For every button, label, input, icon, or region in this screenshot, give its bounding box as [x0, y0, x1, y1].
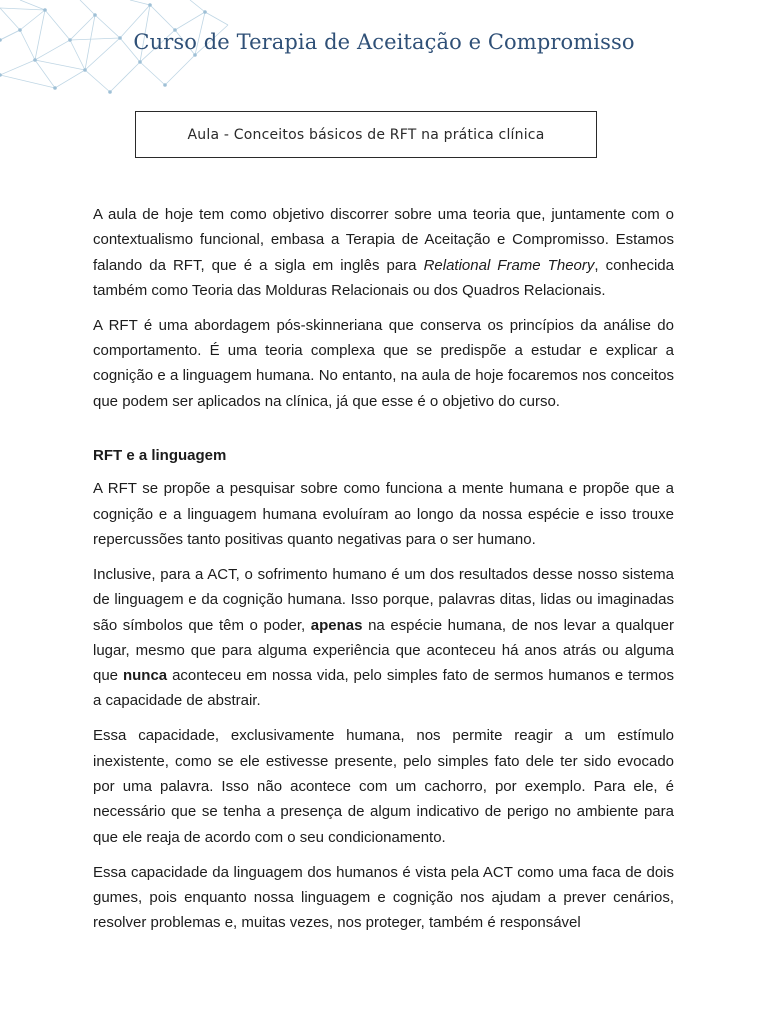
lesson-title: Aula - Conceitos básicos de RFT na prática clínica	[187, 126, 545, 143]
paragraph-rft-definition: A RFT é uma abordagem pós-skinneriana que conserva os princípios da análise do comportamento. É uma teoria complexa que se predispõe a estudar e explicar a cognição e a linguagem humana. No entanto, na aula de hoje focaremos nos conceitos que podem ser aplicados na clínica, já que esse é o objetivo do curso.	[93, 316, 674, 410]
paragraph-text: Inclusive, para a ACT, o sofrimento humano é um dos resultados desse nosso sistema de linguagem e da cognição humana. Isso porque, palavras ditas, lidas ou imaginadas são símbolos que têm o poder,	[93, 565, 674, 634]
paragraph-text: aconteceu em nossa vida, pelo simples fato de sermos humanos e termos a capacidade de abstrair.	[93, 667, 674, 710]
lesson-title-box	[135, 111, 597, 158]
bold-text: nunca	[122, 667, 168, 685]
paragraph-intro	[93, 202, 674, 303]
bold-text: apenas	[310, 616, 363, 634]
paragraph-act-suffering	[93, 562, 674, 714]
emphasis-text: Relational Frame Theory	[423, 256, 595, 274]
paragraph-text: na espécie humana, de nos levar a qualquer lugar, mesmo que para alguma experiência que aconteceu há anos atrás ou alguma que	[93, 616, 674, 685]
paragraph-human-capacity: Essa capacidade, exclusivamente humana, nos permite reagir a um estímulo inexistente, como se ele estivesse presente, pelo simples fato dele ter sido evocado por uma palavra. Isso não acontece com um cachorro, por exemplo. Para ele, é necessário que se tenha a presença de algum indicativo de perigo no ambiente para que ele reaja de acordo com o seu condicionamento.	[93, 727, 674, 846]
paragraph-text: , conhecida também como Teoria das Molduras Relacionais ou dos Quadros Relacionais.	[93, 256, 674, 299]
document-body	[93, 202, 674, 945]
paragraph-double-edge: Essa capacidade da linguagem dos humanos é vista pela ACT como uma faca de dois gumes, pois enquanto nossa linguagem e cognição nos ajudam a prever cenários, resolver problemas e, muitas vezes, nos proteger, também é responsável	[93, 863, 674, 932]
course-title: Curso de Terapia de Aceitação e Compromisso	[133, 30, 635, 54]
section-heading: RFT e a linguagem	[93, 447, 227, 465]
paragraph-rft-language: A RFT se propõe a pesquisar sobre como funciona a mente humana e propõe que a cognição e a linguagem humana evoluíram ao longo da nossa espécie e isso trouxe repercussões tanto positivas quanto negativas para o ser humano.	[93, 480, 674, 548]
paragraph-text: A aula de hoje tem como objetivo discorrer sobre uma teoria que, juntamente com o contextualismo funcional, embasa a Terapia de Aceitação e Compromisso. Estamos falando da RFT, que é a sigla em inglês para	[93, 206, 674, 274]
